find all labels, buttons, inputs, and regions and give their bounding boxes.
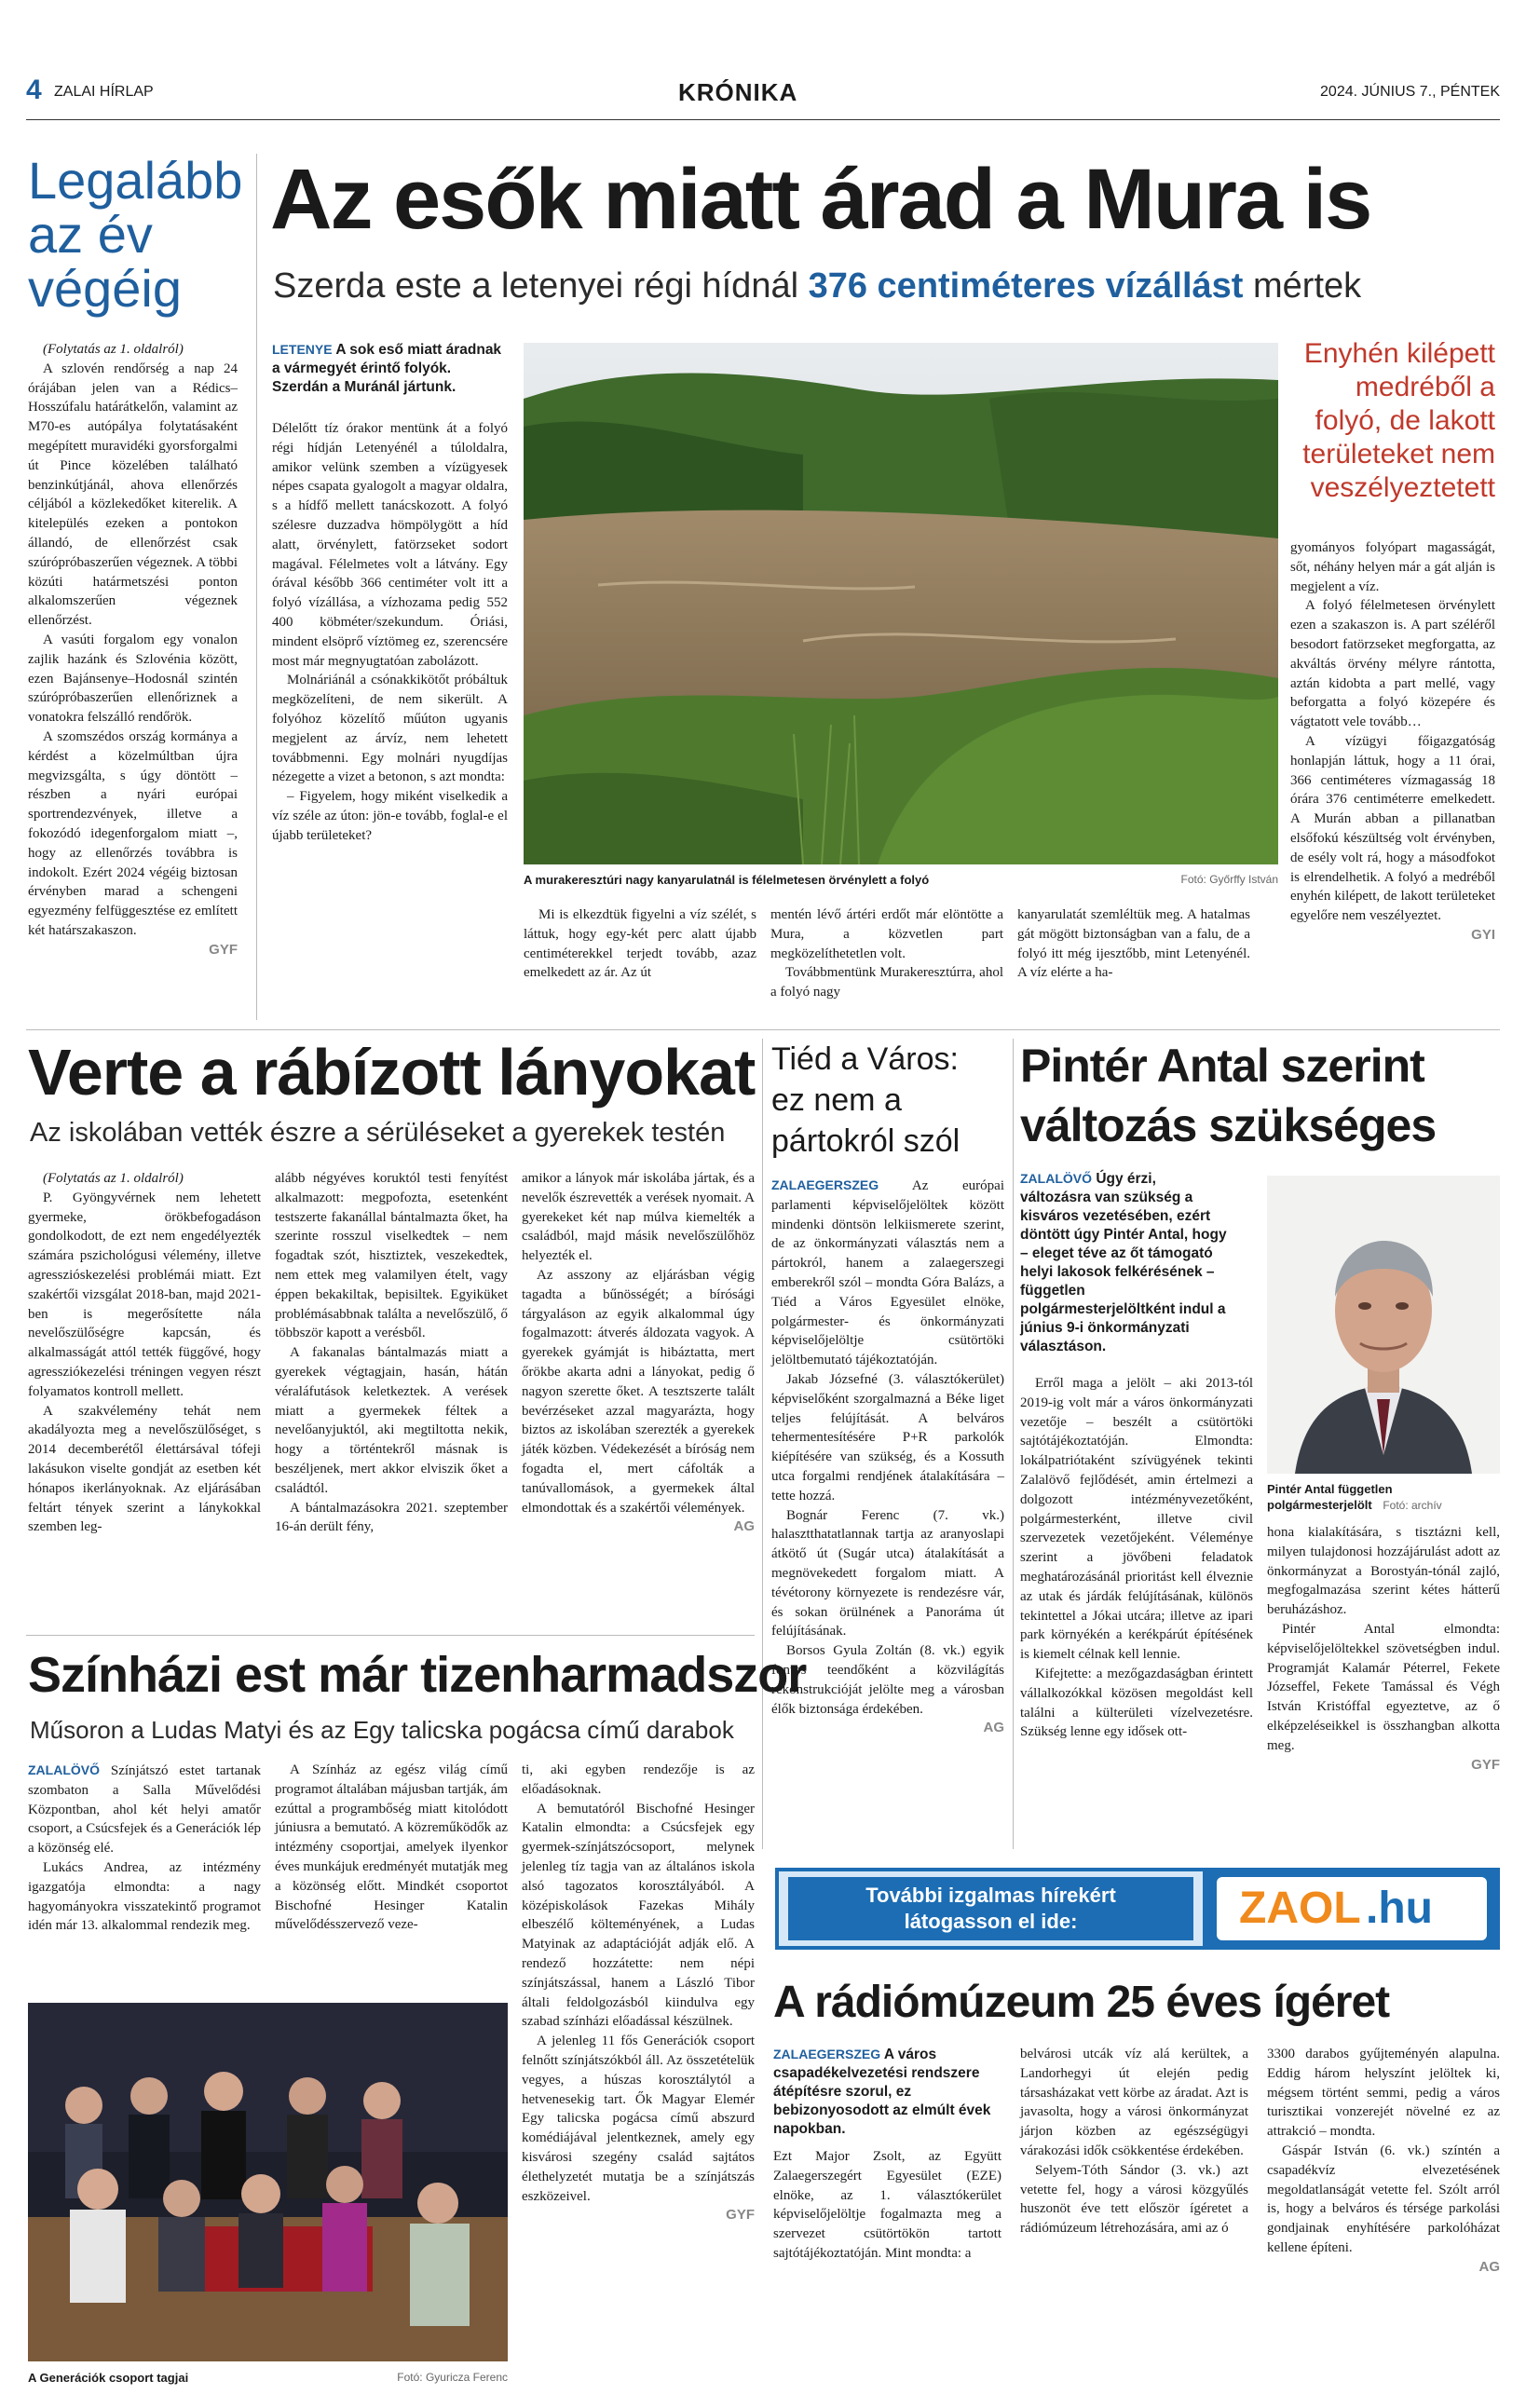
theatre-subtitle: Műsoron a Ludas Matyi és az Egy talicska pogácsa című darabok (30, 1716, 734, 1744)
signature: GYF (209, 941, 238, 958)
column-divider (762, 1039, 763, 1849)
column-divider (1013, 1039, 1014, 1849)
lead-col3: mentén lévő ártéri erdőt már elöntötte a Mura, a közvetlen part megközelíthetetlen volt. Továbbmentünk Murakeresztúrra, ahol a folyó nagy (770, 907, 1003, 1000)
lead-subtitle: Szerda este a letenyei régi hídnál 376 centiméteres vízállást mértek (273, 266, 1362, 306)
lead-intro-column (272, 340, 508, 846)
page-number: 4 (26, 75, 42, 105)
girls-title: Verte a rábízott lányokat (28, 1036, 756, 1109)
radio-lead: ZALAEGERSZEG A város csapadékelvezetési rendszere átépítésre szorul, ez bebizonyosodott az elmúlt évek napokban. (773, 2047, 991, 2137)
lead-col1: Délelőtt tíz órakor mentünk át a folyó régi hídján Letenyénél a túloldalra, amikor velünk szemben a vízügyesek népes csapata gyalogolt a magyar oldalra, s a hídfő mellett tanácskozott. A folyó szélesre duzzadva hömpölygött a híd alatt, örvénylett, fatörzseket sodort magával. Félelmetes volt a látvány. Egy órával később 366 centiméter volt itt a folyó vízállása, a vízhozama pedig 552 400 köbméter/szekundum. Óriási, mindent elsöprő víztömeg ez, szerencsére most már megnyugtatóan zabolázott. Molnáriánál a csónakkikötőt próbáltuk megközelíteni, de nem sikerült. A folyóhoz közelítő műúton ugyanis megjelent az árvíz, nem lehetett továbbmenni. Egy molnári nyugdíjas nézegette a vizet a betonon, s azt mondta: – Figyelem, hogy miként viselkedik a víz széle az úton: jön-e tovább, foglal-e el újabb területeket? (272, 421, 508, 843)
zaol-ad-banner[interactable] (775, 1868, 1500, 1950)
radio-title: A rádiómúzeum 25 éves ígéret (773, 1978, 1390, 2027)
river-photo (524, 343, 1278, 864)
signature: AG (733, 1518, 755, 1535)
signature: GYF (1471, 1756, 1500, 1773)
signature: GYF (726, 2207, 755, 2224)
lead-col2: Mi is elkezdtük figyelni a víz szélét, s láttuk, hogy egy-két perc alatt újabb centiméterekkel terjedt tovább, azaz emelkedett az ár. Az út (524, 907, 756, 981)
paper-name: ZALAI HÍRLAP (54, 84, 154, 100)
radio-col3: 3300 darabos gyűjteményén alapulna. Eddig három helyszínt jelöltek ki, mégsem történt semmi, pedig a város turisztikai vonzerejét növelné ez az attrakció – mondta. Gáspár István (6. vk.) színtén a csapadékvíz elvezetésének megoldatlanságát vetette fel. Szólt arról is, hogy a belváros és térsége parkolási gondjainak enyhítésére parkolóházat kellene építeni. AG (1267, 2045, 1500, 2278)
river-photo-caption: A murakeresztúri nagy kanyarulatnál is félelmetesen örvénylett a folyó Fotó: Győrffy István (524, 873, 1278, 887)
column-divider (256, 154, 257, 1020)
pull-quote: Enyhén kilépett medréből a folyó, de lakott területeket nem veszélyeztetett (1302, 338, 1495, 503)
section-divider (26, 1635, 755, 1636)
lead-title: Az esők miatt árad a Mura is (270, 152, 1371, 247)
girls-col2: alább négyéves koruktól testi fenyítést alkalmazott: megpofozta, esetenként testszerte fakanállal bántalmazta őket, ha szerinte rosszul viselkedtek – nem fogadtak szót, hisztiztek, veszekedtek, nem ettek meg valamilyen ételt, vagy éppen bekakiltak, bepisiltek. Egyiküket problémásabbnak találta a nevelőszülő, ő többször kapott a verésből. A fakanalas bántalmazás miatt a gyerekek végtagjain, hasán, hátán véraláfutások keletkeztek. A verések miatt a gyermekek féltek a nevelőanyjuktól, aki megtiltotta nekik, hogy a történtekről másnak is beszéljenek, mert akkor elviszik őket a családtól. A bántalmazásokra 2021. szeptember 16-án derült fény, (275, 1171, 508, 1535)
signature: AG (1478, 2258, 1500, 2275)
zaol-logo: ZAOL .hu (1217, 1877, 1487, 1940)
pinter-photo-caption: Pintér Antal független polgármesterjelölt Fotó: archív (1267, 1482, 1442, 1512)
page-header (26, 75, 1500, 116)
ad-text: További izgalmas hírekért látogasson el ide: (788, 1877, 1193, 1940)
pinter-lead: ZALALÖVŐ Úgy érzi, változásra van szükség a kisváros vezetésében, ezért döntött úgy Pintér Antal, hogy – eleget téve az őt támogató helyi lakosok felkérésének – független polgármesterjelöltként indul a június 9-i önkormányzati választáson. (1020, 1171, 1227, 1354)
group-photo-image (28, 2003, 508, 2361)
theatre-col3: ti, aki egyben rendezője is az előadásoknak. A bemutatóról Bischofné Hesinger Katalin elmondta: a Csúcsfejek egy gyermek-színjátszócsoport, melynek jelenleg tíz tagja van az általános iskola alsó tagozatos korosztályából. A középiskolások Fazekas Mihály elbeszélő költeményének, a Ludas Matyinak az adaptációját adják elő. A rendező hozzátette: nem népi színjátszással, hanem a László Tibor általi feldolgozásból kiindulva egy szabad színházi előadással készülnek. A jelenleg 11 fős Generációk csoport felnőtt színjátszókból áll. Az összetételük vegyes, a húszas korosztálytól a hetvenesekig tart. Ők Magyar Elemér Egy talicska pogácsa című abszurd komédiájával jelentkeznek, amely egy kisvárosi szegény család sajtátos élethelyzetét mutatja be a színjátszás eszközeivel. GYF (522, 1761, 755, 2225)
radio-col1: Ezt Major Zsolt, az Együtt Zalaegerszegért Egyesület (EZE) elnöke, az 1. választókerület képviselőjelöltje fogalmazta meg a szervezet csütörtökön tartott sajtótájékoztatóján. Mint mondta: a (773, 2149, 1001, 2261)
signature: AG (983, 1720, 1004, 1736)
theatre-title: Színházi est már tizenharmadszor (28, 1647, 807, 1703)
lead-lead: LETENYE A sok eső miatt áradnak a vármegyét érintő folyók. Szerdán a Muránál jártunk. (272, 342, 502, 395)
river-photo-image (524, 343, 1278, 864)
theatre-col1: ZALALÖVŐ Színjátszó estet tartanak szombaton a Salla Művelődési Központban, ahol két helyi amatőr csoport, a Csúcsfejek és a Generációk lép a közönség elé. Lukács Andrea, az intézmény igazgatója elmondta: a nagy hagyományokra visszatekintő programot idén már 13. alkalommal rendezik meg. (28, 1762, 262, 1934)
sidebar-title: Legalább az év végéig (28, 151, 243, 318)
section-divider (26, 1029, 1500, 1030)
girls-col3: amikor a lányok már iskolába jártak, és a nevelők észrevették a verések nyomait. A gyerekeket két nap múlva kiemelték a családból, majd másik nevelőszülőhöz helyezték el. Az asszony az eljárásban végig tagadta a bűnösségét; a bírósági tárgyaláson az egyik alkalommal úgy fogalmazott: átverés áldozata vagyok. A gyerekek gyámját is hibáztatta, mert őrökbe akarta adni a lányokat, pedig ő nagyon szerette őket. A tesztszerte talált bevérzéseket azzal magyarázta, hogy biztos az iskolában szerezték a gyerekek játék közben. Védekezését a bíróság nem fogadta el, mert cáfolták a tanúvallomások, a gyermekek által elmondottak és a szakértői vélemények. AG (522, 1169, 755, 1537)
sidebar-article (28, 151, 243, 960)
pinter-col2: hona kialakítására, s tisztázni kell, milyen tulajdonosi hozzájárulást adott az önkormányzat a Borostyán-tónál zajló, megfogalmazása szerint kétes hátterű beruházáshoz. Pintér Antal elmondta: képviselőjelöltekkel szövetségben indul. Programját Kalamár Péterrel, Fekete Józseffel, Fekete Tamással és Végh István Kristóffal egyeztetve, az ő elképzeléseikkel is összhangban alkotta meg. GYF (1267, 1523, 1500, 1775)
issue-date: 2024. JÚNIUS 7., PÉNTEK (1320, 84, 1500, 100)
sidebar-body: (Folytatás az 1. oldalról) A szlovén rendőrség a nap 24 órájában jelen van a Rédics–Hosszúfalu határátkelőn, valamint az M70-es autópálya folytatásaként megépített muravidéki gyorsforgalmi út Pince közelében található benzinkútjánál, ahova ellenőrzés céljából a közlekedőket kiterelik. A kitelepülés ezeken a pontokon állandó, de ellenőrzést csak szúrópróbaszerűen végeznek. A többi közúti határmetszési ponton alkalomszerűen végeznek ellenőrzést. A vasúti forgalom egy vonalon zajlik hazánk és Szlovénia között, ezen Bajánsenye–Hodosnál szintén szúrópróbaszerűen ellenőriznek a vonatokra felszálló rendőrök. A szomszédos ország kormánya a kérdést a közelmúltban újra megvizsgálta, s úgy döntött – részben a nyári európai sportrendezvények, illetve a fokozódó idegenforgalom miatt –, hogy az ellenőrzés továbbra is indokolt. Ezért 2024 végéig biztosan érvényben marad a schengeni egyezmény felfüggesztése ez említett két határszakaszon. GYF (28, 340, 238, 941)
group-photo-caption: A Generációk csoport tagjai Fotó: Gyuricza Ferenc (28, 2371, 508, 2385)
signature: GYI (1471, 926, 1495, 943)
city-title: Tiéd a Város: ez nem a pártokról szól (771, 1041, 961, 1159)
lead-right-col: gyományos folyópart magasságát, sőt, néhány helyen már a gát alján is megjelent a víz. A folyó félelmetesen örvénylett ezen a szakaszon is. A part széléről besodort fatörzseket megforgatta, az akváltás örvény mélyre rántotta, aztán kidobta a part mellé, vagy beforgatta a folyó közepére és vágtatott vele tovább… A vízügyi főigazgatóság honlapján láttuk, hogy a 11 órai, 366 centiméteres vízmagasság 18 órára 376 centiméterre emelkedett. A Murán abban a pillanatban elsőfokú készültség volt érvényben, de esély volt rá, hogy a másodfokot is elrendelhetik. A folyó a medréből enyhén kilépett, de lakott területeket egyelőre nem veszélyeztet. GYI (1290, 538, 1495, 946)
pinter-title: Pintér Antal szerint változás szükséges (1020, 1040, 1437, 1151)
lead-col4: kanyarulatát szemléltük meg. A hatalmas gát mögött biztonságban van a falu, de a folyó itt még ijesztőbb, mint Letenyénél. A víz elérte a ha- (1017, 907, 1250, 981)
header-rule (26, 119, 1500, 120)
portrait-image (1267, 1176, 1500, 1474)
girls-col1: (Folytatás az 1. oldalról) P. Gyöngyvérnek nem lehetett gyermeke, örökbefogadáson gondolkodott, de ezt nem engedélyezték számára pszichológusi vélemény, illetve agresszióskezelési problémái miatt. Ezt szakértői vizsgálat 2018-ban, majd 2021-ben is megerősítette nála nevelőszülőségre kapcsán, és alkalmasságát attól tették függővé, hogy agressziókezelési tréningen vegyen részt folyamatos kontroll mellett. A szakvélemény tehát nem akadályozta meg a nevelőszülőséget, s 2014 decemberétől élettársával tófeji lakásukon viselte gondját az esetben két hónapos ikerlányoknak. Az eljárásában feltárt tények szerint a lánykokkal szemben leg- (28, 1171, 261, 1535)
group-photo (28, 2003, 508, 2361)
city-body: ZALAEGERSZEG Az európai parlamenti képviselőjelöltek között mindenki döntsön lelkiismerete szerint, de az önkormányzati választás nem a pártokról, hanem a zalaegerszegi emberekről szól – mondta Góra Balázs, a Tiéd a Város Egyesület elnöke, polgármester- és önkormányzati képviselőjelöltje csütörtöki jelöltbemutató tájékoztatóján. Jakab Józsefné (3. választókerület) képviselőként szorgalmazná a Béke liget teljes felújítását. A belváros tehermentesítésére P+R parkolók kiépítésére van szükség, és a Kossuth utca forgalmi rendjének átalakítására – tette hozzá. Bognár Ferenc (7. vk.) halasztthatatlannak tartja az aranyoslapi átkötő út (Sugár utca) átalakítását a megnövekedett forgalom miatt. A tévétorony környezete is rendezésre vár, és sokan örülnének a Panoráma út felújításának. Borsos Gyula Zoltán (8. vk.) egyik fontos teendőként a közvilágítás rekonstrukcióját jelölte meg a városban élők biztonsága érdekében. AG (771, 1176, 1004, 1738)
pinter-photo (1267, 1176, 1500, 1474)
radio-col2: belvárosi utcák víz alá kerültek, a Landorhegyi út elején pedig társasházakat vett körbe az áradat. Azt is javasolta, hogy a városi önkormányzat járjon közben az egészségügyi várakozási idők csökkentése érdekében. Selyem-Tóth Sándor (3. vk.) azt vetette fel, hogy a városi közgyűlés huszonöt éve tett először ígéretet a rádiómúzeum létrehozására, ami az ó (1020, 2047, 1248, 2237)
girls-subtitle: Az iskolában vették észre a sérüléseket a gyerekek testén (30, 1118, 726, 1148)
theatre-col2: A Színház az egész világ című programot általában májusban tartják, ám ezúttal a programbőség miatt kitolódott júniusra a bemutató. A közreműködők az intézmény csoportjai, amelyek ilyenkor éves munkájuk eredményét mutatják meg a közönség előtt. Mindkét csoportot Bischofné Hesinger Katalin művelődésszervező veze- (275, 1762, 508, 1933)
pinter-col1: Erről maga a jelölt – aki 2013-tól 2019-ig volt már a város önkormányzati vezetője – beszélt a csütörtöki sajtótájékoztatóján. Elmondta: lokálpatriótaként szívügyének tekinti Zalalövő fejlődését, amin értelmezi a dolgozott intézményvezetőként, polgármesterként, illetve civil szervezetek vezetőjeként. Véleménye szerint a jövőbeni feladatok meghatározásánál prioritást kell élveznie az utak és járdák felújításának, különös tekintettel a Jókai utcára; illetve az ipari park környékén a kerékpárút építésének is kiemelt célnak kell lennie. Kifejtette: a mezőgazdaságban érintett vállalkozókkal közösen megoldást kell találni a külterületi vízelvezetésre. Szükség lenne egy idősek ott- (1020, 1376, 1253, 1740)
section-title: KRÓNIKA (678, 78, 798, 106)
